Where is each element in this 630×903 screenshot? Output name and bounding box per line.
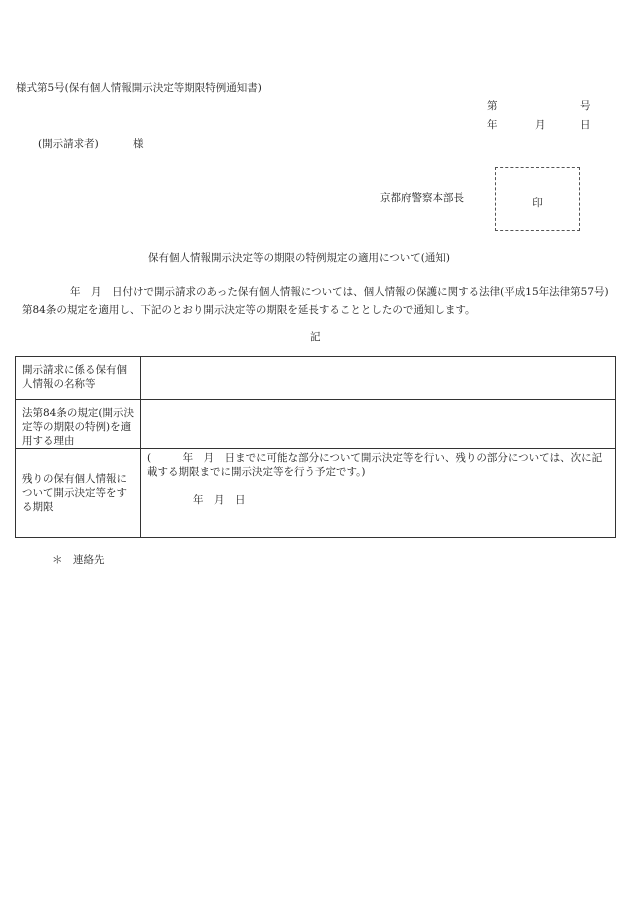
requester-honorific: 様: [133, 138, 144, 150]
seal-box: [495, 167, 580, 231]
table-row: [16, 357, 616, 400]
row-value-reason: [141, 400, 616, 449]
date-month: 月: [535, 119, 546, 131]
table-row: [16, 400, 616, 449]
contact-label: 連絡先: [73, 554, 105, 566]
issuer-name: 京都府警察本部長: [380, 192, 464, 204]
contact-mark: ＊: [52, 554, 63, 566]
row-label-deadline: 残りの保有個人情報について開示決定等をする期限: [16, 449, 141, 538]
row-label-name: 開示請求に係る保有個人情報の名称等: [16, 357, 141, 400]
details-table: [15, 356, 616, 538]
form-title: 様式第5号(保有個人情報開示決定等期限特例通知書): [16, 82, 262, 94]
doc-number-suffix: 号: [580, 100, 591, 112]
ki-heading: 記: [310, 331, 321, 343]
doc-number-prefix: 第: [487, 100, 498, 112]
row-label-reason: 法第84条の規定(開示決定等の期限の特例)を適用する理由: [16, 400, 141, 449]
deadline-note: ( 年 月 日までに可能な部分について開示決定等を行い、残りの部分については、次に記載する期限までに開示決定等を行う予定です。): [147, 452, 603, 478]
date-year: 年: [487, 119, 498, 131]
requester-label: (開示請求者): [38, 138, 99, 150]
row-value-name: [141, 357, 616, 400]
seal-label: 印: [532, 197, 543, 209]
notice-body: 年 月 日付けで開示請求のあった保有個人情報については、個人情報の保護に関する法律(平成15年法律第57号)第84条の規定を適用し、下記のとおり開示決定等の期限を延長することとしたので通知します。: [22, 286, 609, 316]
row-value-deadline: [141, 449, 616, 538]
notice-title: 保有個人情報開示決定等の期限の特例規定の適用について(通知): [148, 252, 450, 264]
deadline-date: 年 月 日: [193, 494, 246, 506]
date-day: 日: [580, 119, 591, 131]
table-row: [16, 449, 616, 538]
